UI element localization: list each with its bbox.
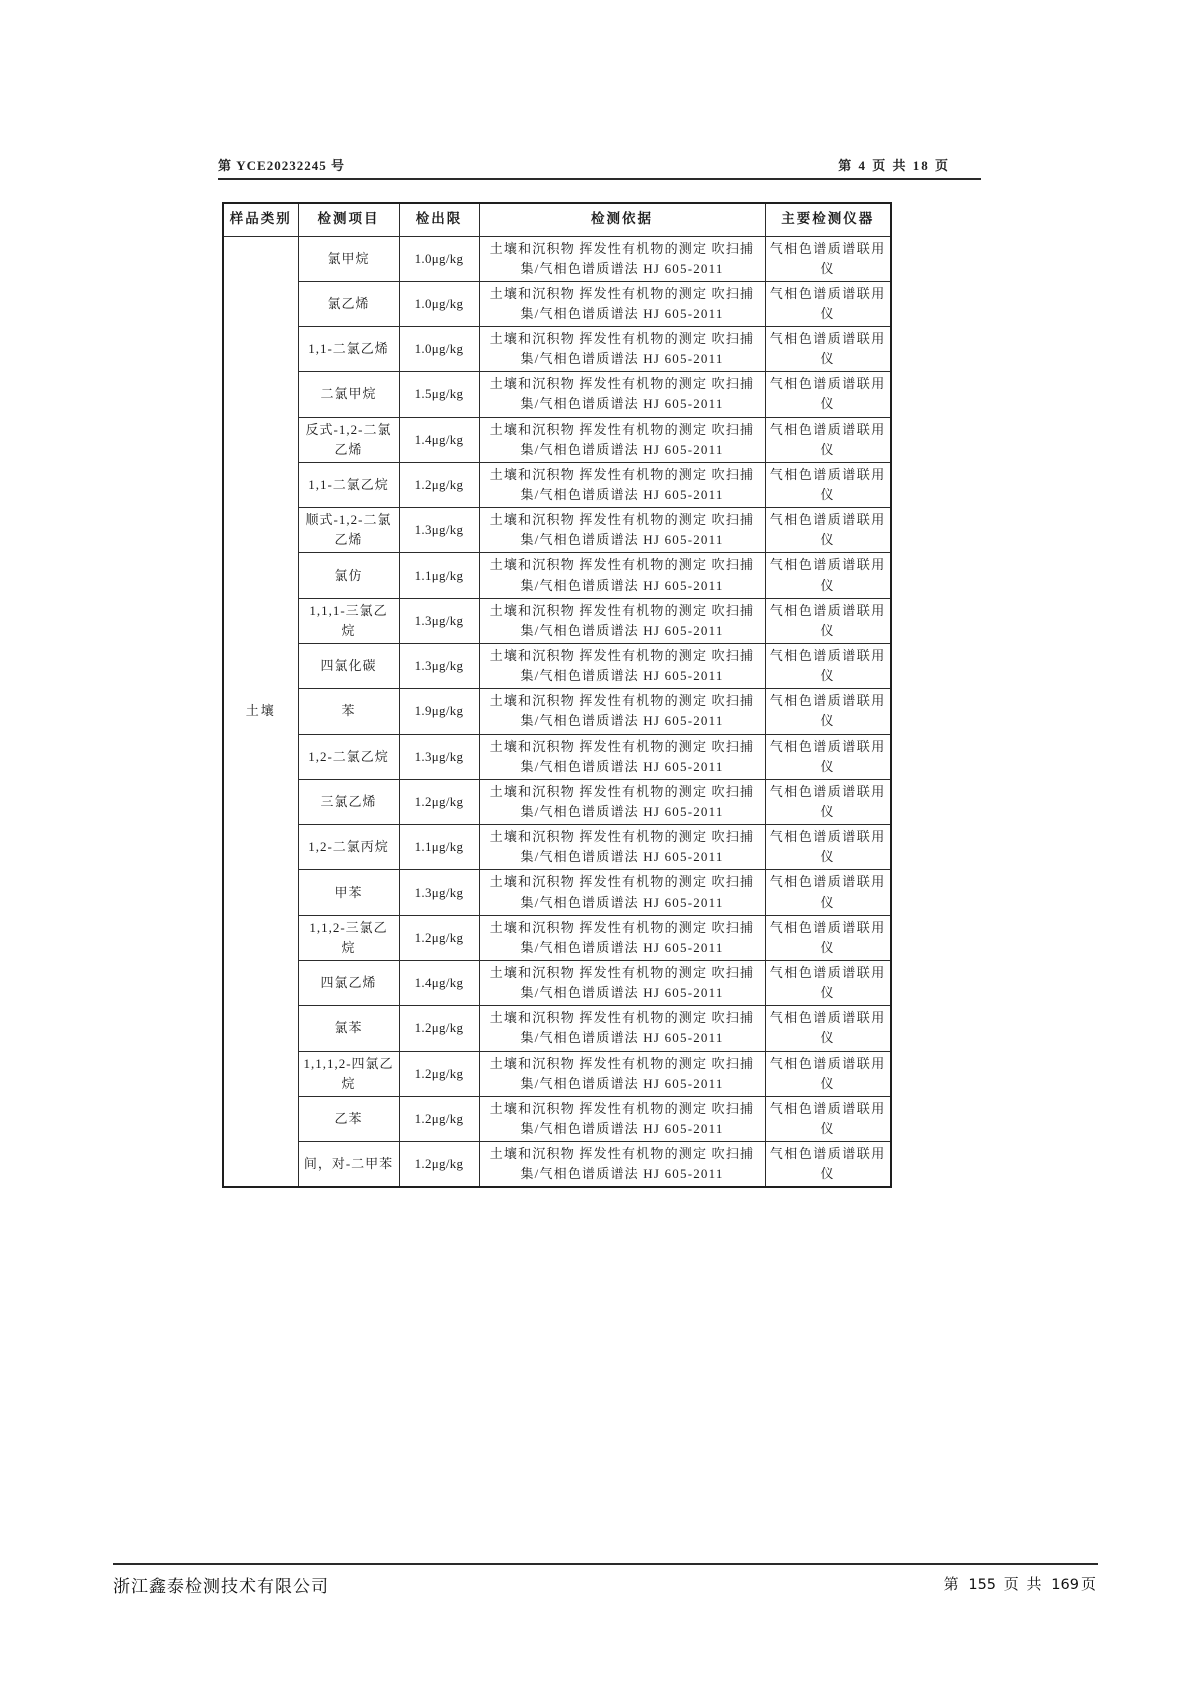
- table-row: [223, 372, 891, 417]
- col-header-detection-item: 检测项目: [298, 203, 399, 236]
- footer-divider-line: [113, 1563, 1098, 1565]
- detection-basis-cell: 土壤和沉积物 挥发性有机物的测定 吹扫捕集/气相色谱质谱法 HJ 605-2011: [479, 779, 765, 824]
- detection-item-cell: 1,1-二氯乙烷: [298, 462, 399, 507]
- table-header-row: [223, 203, 891, 236]
- detection-item-cell: 顺式-1,2-二氯乙烯: [298, 508, 399, 553]
- main-instrument-cell: 气相色谱质谱联用仪: [765, 1006, 891, 1051]
- main-instrument-cell: 气相色谱质谱联用仪: [765, 327, 891, 372]
- main-instrument-cell: 气相色谱质谱联用仪: [765, 779, 891, 824]
- detection-item-cell: 四氯乙烯: [298, 961, 399, 1006]
- table-row: [223, 644, 891, 689]
- detection-item-cell: 氯甲烷: [298, 236, 399, 281]
- main-instrument-cell: 气相色谱质谱联用仪: [765, 508, 891, 553]
- detection-basis-cell: 土壤和沉积物 挥发性有机物的测定 吹扫捕集/气相色谱质谱法 HJ 605-2011: [479, 236, 765, 281]
- table-row: [223, 598, 891, 643]
- table-row: [223, 734, 891, 779]
- detection-limit-cell: 1.4μg/kg: [399, 961, 479, 1006]
- detection-item-cell: 四氯化碳: [298, 644, 399, 689]
- detection-item-cell: 1,2-二氯乙烷: [298, 734, 399, 779]
- col-header-sample-category: 样品类别: [223, 203, 298, 236]
- detection-basis-cell: 土壤和沉积物 挥发性有机物的测定 吹扫捕集/气相色谱质谱法 HJ 605-2011: [479, 372, 765, 417]
- main-instrument-cell: 气相色谱质谱联用仪: [765, 1142, 891, 1188]
- detection-item-cell: 氯仿: [298, 553, 399, 598]
- table-row: [223, 327, 891, 372]
- table-row: [223, 1096, 891, 1141]
- table-body: [223, 236, 891, 1187]
- detection-basis-cell: 土壤和沉积物 挥发性有机物的测定 吹扫捕集/气相色谱质谱法 HJ 605-2011: [479, 417, 765, 462]
- detection-basis-cell: 土壤和沉积物 挥发性有机物的测定 吹扫捕集/气相色谱质谱法 HJ 605-2011: [479, 825, 765, 870]
- document-number: 第 YCE20232245 号: [218, 158, 345, 173]
- detection-limit-cell: 1.9μg/kg: [399, 689, 479, 734]
- main-instrument-cell: 气相色谱质谱联用仪: [765, 281, 891, 326]
- detection-limit-cell: 1.3μg/kg: [399, 644, 479, 689]
- table-row: [223, 689, 891, 734]
- table-row: [223, 553, 891, 598]
- detection-item-cell: 1,1-二氯乙烯: [298, 327, 399, 372]
- detection-basis-cell: 土壤和沉积物 挥发性有机物的测定 吹扫捕集/气相色谱质谱法 HJ 605-2011: [479, 734, 765, 779]
- table-row: [223, 961, 891, 1006]
- footer-company-name: 浙江鑫泰检测技术有限公司: [113, 1577, 329, 1596]
- detection-limit-cell: 1.2μg/kg: [399, 1142, 479, 1188]
- main-instrument-cell: 气相色谱质谱联用仪: [765, 1051, 891, 1096]
- detection-limit-cell: 1.3μg/kg: [399, 598, 479, 643]
- detection-basis-cell: 土壤和沉积物 挥发性有机物的测定 吹扫捕集/气相色谱质谱法 HJ 605-2011: [479, 1096, 765, 1141]
- detection-item-cell: 1,1,2-三氯乙烷: [298, 915, 399, 960]
- table-row: [223, 281, 891, 326]
- main-instrument-cell: 气相色谱质谱联用仪: [765, 644, 891, 689]
- detection-limit-cell: 1.0μg/kg: [399, 281, 479, 326]
- main-instrument-cell: 气相色谱质谱联用仪: [765, 870, 891, 915]
- detection-basis-cell: 土壤和沉积物 挥发性有机物的测定 吹扫捕集/气相色谱质谱法 HJ 605-2011: [479, 462, 765, 507]
- detection-item-cell: 1,1,1-三氯乙烷: [298, 598, 399, 643]
- detection-basis-cell: 土壤和沉积物 挥发性有机物的测定 吹扫捕集/气相色谱质谱法 HJ 605-2011: [479, 689, 765, 734]
- col-header-detection-basis: 检测依据: [479, 203, 765, 236]
- table-row: [223, 508, 891, 553]
- footer-page-suffix: 页: [1080, 1577, 1098, 1593]
- table-row: [223, 1051, 891, 1096]
- main-instrument-cell: 气相色谱质谱联用仪: [765, 689, 891, 734]
- footer-page-prefix: 第: [943, 1577, 961, 1593]
- detection-item-cell: 三氯乙烯: [298, 779, 399, 824]
- detection-basis-cell: 土壤和沉积物 挥发性有机物的测定 吹扫捕集/气相色谱质谱法 HJ 605-2011: [479, 281, 765, 326]
- footer-page-current: 155: [968, 1577, 997, 1593]
- detection-limit-cell: 1.2μg/kg: [399, 1006, 479, 1051]
- detection-limit-cell: 1.1μg/kg: [399, 825, 479, 870]
- table-row: [223, 915, 891, 960]
- table-row: [223, 417, 891, 462]
- header-divider-line: [218, 178, 981, 180]
- detection-limit-cell: 1.3μg/kg: [399, 508, 479, 553]
- detection-basis-cell: 土壤和沉积物 挥发性有机物的测定 吹扫捕集/气相色谱质谱法 HJ 605-2011: [479, 553, 765, 598]
- main-instrument-cell: 气相色谱质谱联用仪: [765, 598, 891, 643]
- footer-page-indicator: [944, 1573, 1098, 1594]
- detection-limit-cell: 1.3μg/kg: [399, 870, 479, 915]
- detection-item-cell: 甲苯: [298, 870, 399, 915]
- main-instrument-cell: 气相色谱质谱联用仪: [765, 236, 891, 281]
- detection-limit-cell: 1.0μg/kg: [399, 327, 479, 372]
- detection-limit-cell: 1.2μg/kg: [399, 1096, 479, 1141]
- detection-item-cell: 1,1,1,2-四氯乙烷: [298, 1051, 399, 1096]
- detection-basis-cell: 土壤和沉积物 挥发性有机物的测定 吹扫捕集/气相色谱质谱法 HJ 605-2011: [479, 598, 765, 643]
- main-instrument-cell: 气相色谱质谱联用仪: [765, 915, 891, 960]
- table-row: [223, 462, 891, 507]
- table-row: [223, 1006, 891, 1051]
- detection-basis-cell: 土壤和沉积物 挥发性有机物的测定 吹扫捕集/气相色谱质谱法 HJ 605-2011: [479, 870, 765, 915]
- detection-limit-cell: 1.2μg/kg: [399, 462, 479, 507]
- detection-limit-cell: 1.2μg/kg: [399, 1051, 479, 1096]
- detection-basis-cell: 土壤和沉积物 挥发性有机物的测定 吹扫捕集/气相色谱质谱法 HJ 605-2011: [479, 1142, 765, 1188]
- detection-item-cell: 间，对-二甲苯: [298, 1142, 399, 1188]
- main-instrument-cell: 气相色谱质谱联用仪: [765, 417, 891, 462]
- detection-item-cell: 二氯甲烷: [298, 372, 399, 417]
- main-instrument-cell: 气相色谱质谱联用仪: [765, 462, 891, 507]
- detection-basis-cell: 土壤和沉积物 挥发性有机物的测定 吹扫捕集/气相色谱质谱法 HJ 605-2011: [479, 1006, 765, 1051]
- header-page-indicator: 第 4 页 共 18 页: [838, 158, 950, 173]
- detection-item-cell: 反式-1,2-二氯乙烯: [298, 417, 399, 462]
- col-header-detection-limit: 检出限: [399, 203, 479, 236]
- footer-page-mid: 页 共: [1003, 1577, 1044, 1593]
- detection-limit-cell: 1.3μg/kg: [399, 734, 479, 779]
- main-instrument-cell: 气相色谱质谱联用仪: [765, 553, 891, 598]
- col-header-main-instrument: 主要检测仪器: [765, 203, 891, 236]
- detection-item-cell: 苯: [298, 689, 399, 734]
- main-instrument-cell: 气相色谱质谱联用仪: [765, 372, 891, 417]
- detection-limit-cell: 1.5μg/kg: [399, 372, 479, 417]
- detection-limit-cell: 1.2μg/kg: [399, 779, 479, 824]
- detection-limit-cell: 1.0μg/kg: [399, 236, 479, 281]
- table-row: [223, 870, 891, 915]
- detection-limit-cell: 1.2μg/kg: [399, 915, 479, 960]
- footer-page-total: 169: [1051, 1577, 1079, 1593]
- detection-basis-cell: 土壤和沉积物 挥发性有机物的测定 吹扫捕集/气相色谱质谱法 HJ 605-2011: [479, 1051, 765, 1096]
- detection-basis-cell: 土壤和沉积物 挥发性有机物的测定 吹扫捕集/气相色谱质谱法 HJ 605-2011: [479, 961, 765, 1006]
- table-row: [223, 825, 891, 870]
- detection-item-cell: 氯苯: [298, 1006, 399, 1051]
- main-instrument-cell: 气相色谱质谱联用仪: [765, 1096, 891, 1141]
- detection-basis-cell: 土壤和沉积物 挥发性有机物的测定 吹扫捕集/气相色谱质谱法 HJ 605-2011: [479, 508, 765, 553]
- detection-items-table: [222, 202, 892, 1188]
- table-row: [223, 236, 891, 281]
- detection-basis-cell: 土壤和沉积物 挥发性有机物的测定 吹扫捕集/气相色谱质谱法 HJ 605-2011: [479, 327, 765, 372]
- detection-basis-cell: 土壤和沉积物 挥发性有机物的测定 吹扫捕集/气相色谱质谱法 HJ 605-2011: [479, 915, 765, 960]
- main-instrument-cell: 气相色谱质谱联用仪: [765, 961, 891, 1006]
- table-row: [223, 1142, 891, 1188]
- main-instrument-cell: 气相色谱质谱联用仪: [765, 734, 891, 779]
- detection-limit-cell: 1.4μg/kg: [399, 417, 479, 462]
- detection-item-cell: 1,2-二氯丙烷: [298, 825, 399, 870]
- main-instrument-cell: 气相色谱质谱联用仪: [765, 825, 891, 870]
- detection-limit-cell: 1.1μg/kg: [399, 553, 479, 598]
- table-row: [223, 779, 891, 824]
- detection-item-cell: 氯乙烯: [298, 281, 399, 326]
- sample-category-cell: 土壤: [223, 236, 298, 1187]
- detection-basis-cell: 土壤和沉积物 挥发性有机物的测定 吹扫捕集/气相色谱质谱法 HJ 605-2011: [479, 644, 765, 689]
- detection-item-cell: 乙苯: [298, 1096, 399, 1141]
